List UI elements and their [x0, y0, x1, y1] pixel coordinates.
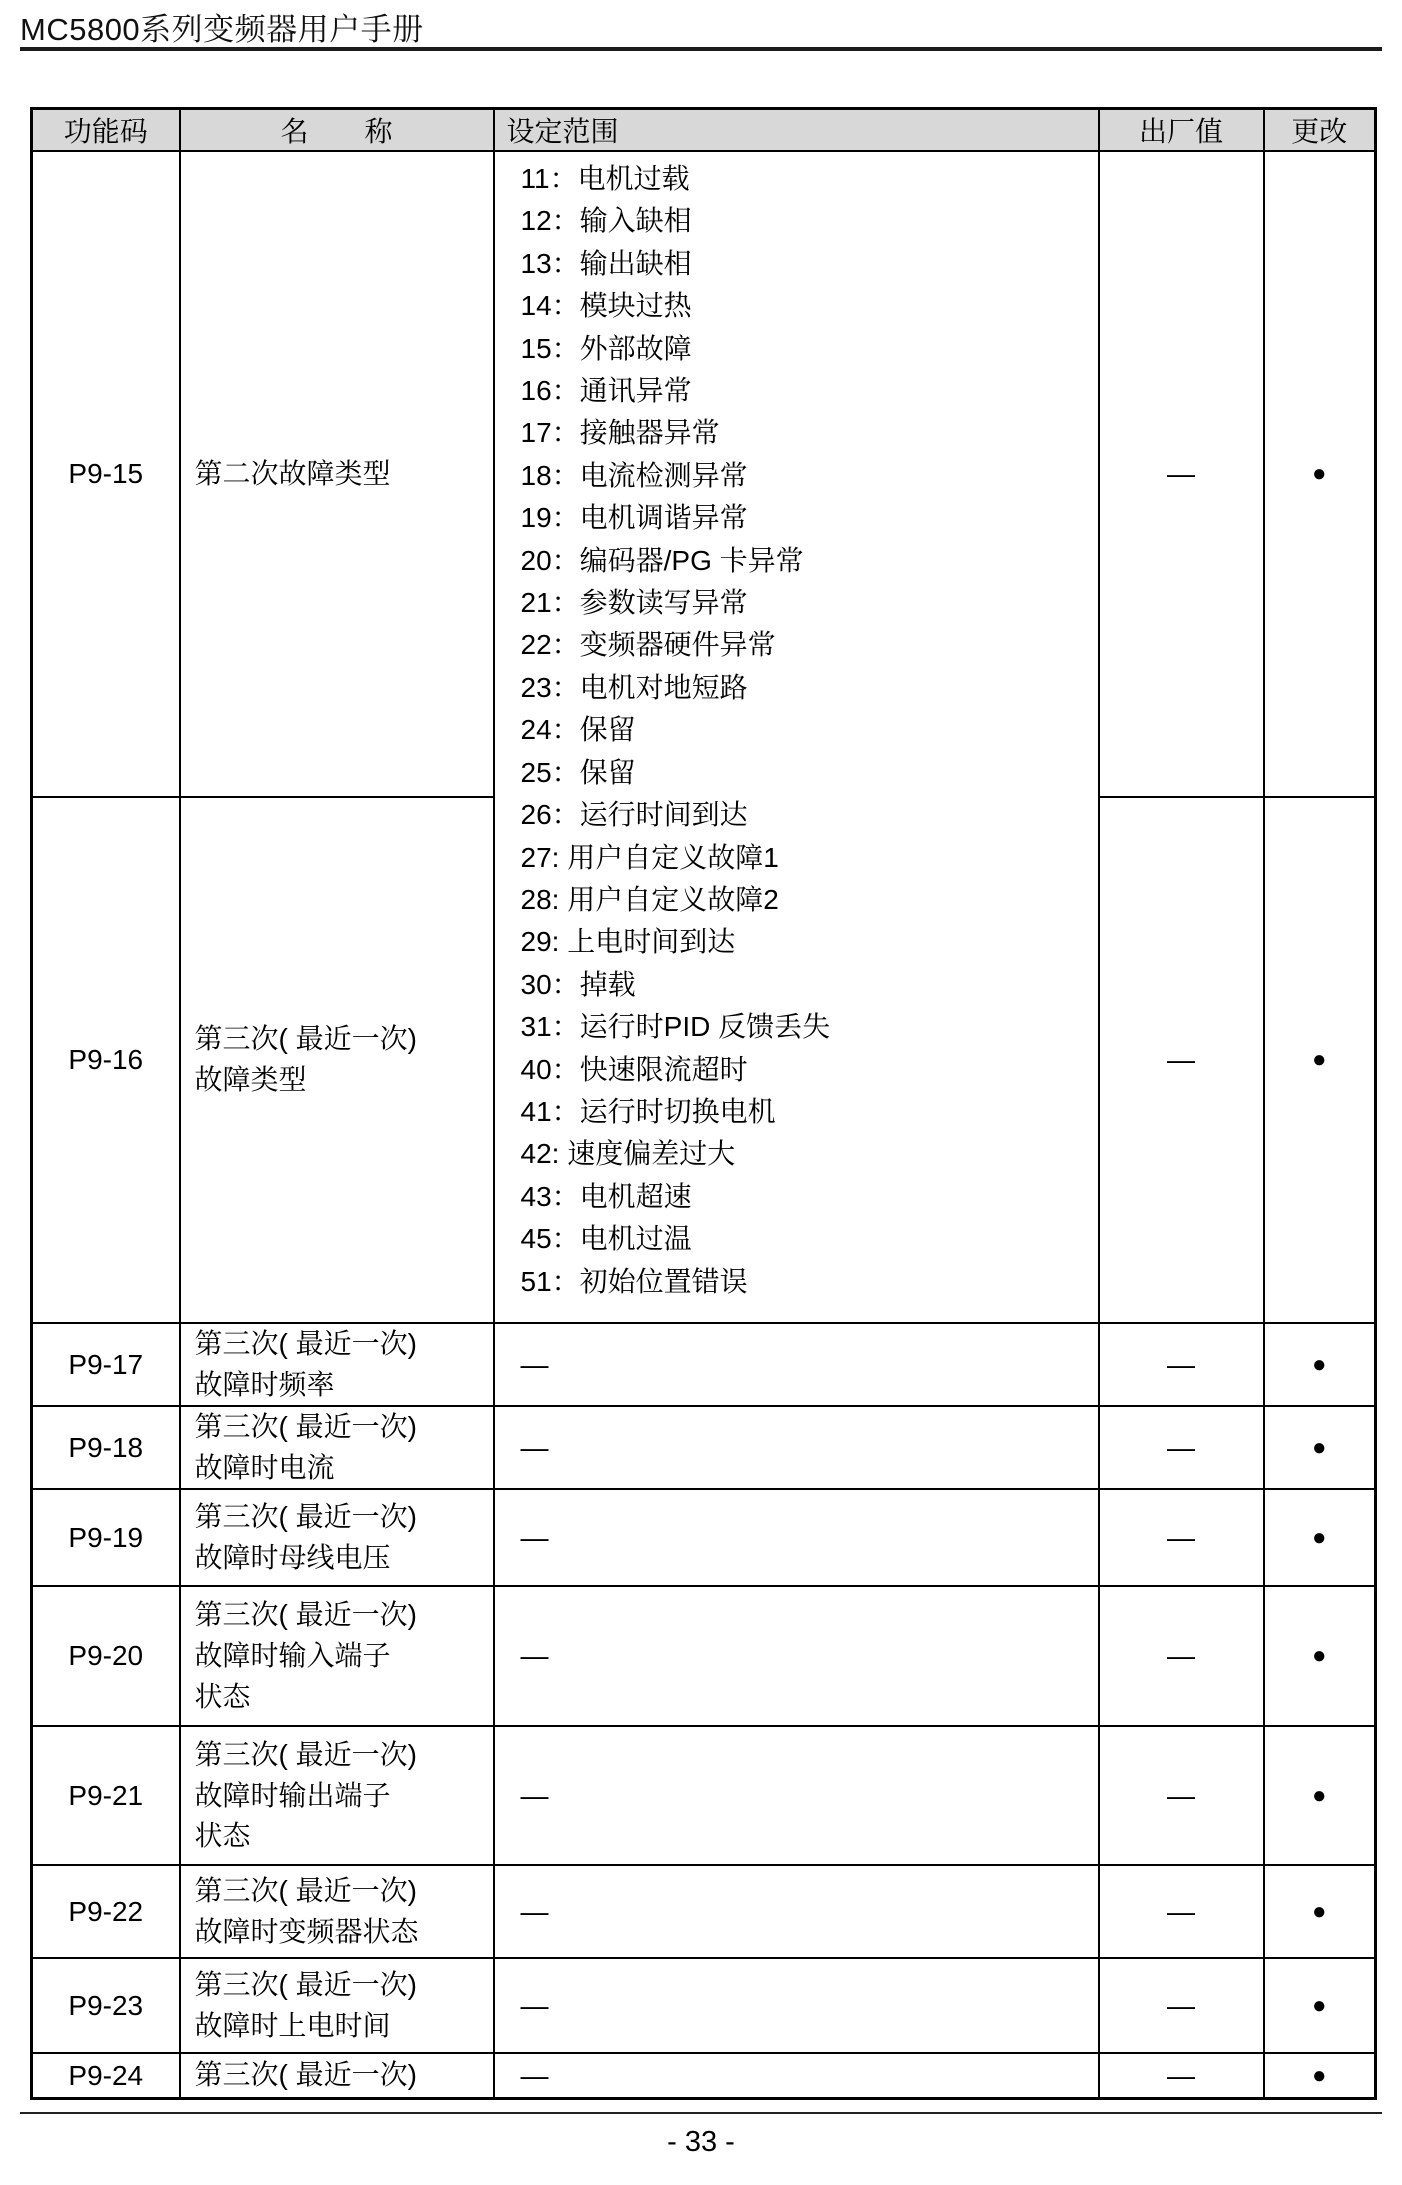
setting-range-cell: —	[494, 1406, 1099, 1489]
parameter-table	[30, 107, 1377, 2100]
change-dot-cell: ●	[1264, 1586, 1376, 1726]
factory-value-cell: —	[1099, 151, 1264, 797]
change-dot-cell: ●	[1264, 1323, 1376, 1406]
setting-range-cell: —	[494, 1726, 1099, 1865]
factory-value-cell: —	[1099, 1489, 1264, 1586]
fault-list-item: 19：电机调谐异常	[520, 502, 748, 534]
fault-list-item: 40：快速限流超时	[520, 1053, 748, 1085]
name-line: 第三次( 最近一次)	[194, 1023, 417, 1055]
fault-list-item: 16：通讯异常	[520, 375, 692, 407]
table-row	[32, 1586, 1376, 1726]
fault-list-item: 30：掉载	[520, 968, 636, 1000]
fault-list-item: 24：保留	[520, 714, 636, 746]
fault-list-item: 41：运行时切换电机	[520, 1095, 776, 1127]
name-line: 第三次( 最近一次)	[194, 1875, 417, 1907]
function-code-cell: P9-23	[32, 1958, 180, 2053]
table-row	[32, 2053, 1376, 2098]
table-row	[32, 151, 1376, 797]
fault-list-item: 21：参数读写异常	[520, 587, 748, 619]
setting-range-cell	[494, 151, 1099, 1323]
factory-value-cell: —	[1099, 1865, 1264, 1958]
fault-list-item: 26：运行时间到达	[520, 799, 748, 831]
fault-list-item: 43：电机超速	[520, 1180, 692, 1212]
change-dot-cell: ●	[1264, 797, 1376, 1323]
fault-list-item: 28: 用户自定义故障2	[520, 883, 779, 915]
factory-value-cell: —	[1099, 1406, 1264, 1489]
name-cell	[180, 2053, 494, 2098]
header-factory-value: 出厂值	[1099, 109, 1264, 152]
factory-value-cell: —	[1099, 797, 1264, 1323]
setting-range-cell: —	[494, 1323, 1099, 1406]
fault-list-item: 45：电机过温	[520, 1223, 692, 1255]
page-number: - 33 -	[667, 2126, 735, 2158]
name-cell	[180, 151, 494, 797]
function-code-cell: P9-24	[32, 2053, 180, 2098]
change-dot-cell: ●	[1264, 2053, 1376, 2098]
change-dot-cell: ●	[1264, 1406, 1376, 1489]
page-title: MC5800系列变频器用户手册	[20, 12, 424, 47]
name-cell	[180, 1323, 494, 1406]
header-name: 名 称	[180, 109, 494, 152]
fault-list-item: 27: 用户自定义故障1	[520, 841, 779, 873]
factory-value-cell: —	[1099, 1586, 1264, 1726]
name-line: 第三次( 最近一次)	[194, 1969, 417, 2001]
header-change: 更改	[1264, 109, 1376, 152]
fault-list-item: 12：输入缺相	[520, 205, 692, 237]
name-cell	[180, 1489, 494, 1586]
function-code-cell: P9-18	[32, 1406, 180, 1489]
name-cell	[180, 1406, 494, 1489]
fault-list-item: 29: 上电时间到达	[520, 926, 736, 958]
change-dot-cell: ●	[1264, 151, 1376, 797]
name-cell	[180, 1726, 494, 1865]
function-code-cell: P9-17	[32, 1323, 180, 1406]
change-dot-cell: ●	[1264, 1489, 1376, 1586]
name-line: 第三次( 最近一次)	[194, 1411, 417, 1443]
fault-list-item: 20：编码器/PG 卡异常	[520, 544, 804, 576]
table-row	[32, 1958, 1376, 2053]
name-cell	[180, 797, 494, 1323]
name-line: 状态	[194, 1820, 251, 1852]
header-function-code: 功能码	[32, 109, 180, 152]
table-row	[32, 1323, 1376, 1406]
function-code-cell: P9-16	[32, 797, 180, 1323]
name-line: 故障时输入端子	[194, 1640, 391, 1672]
fault-list-item: 15：外部故障	[520, 332, 692, 364]
name-line: 第二次故障类型	[194, 457, 391, 489]
name-line: 故障时频率	[194, 1368, 335, 1400]
table-row	[32, 1726, 1376, 1865]
footer-divider	[20, 2112, 1382, 2114]
table-row	[32, 1865, 1376, 1958]
name-line: 故障时变频器状态	[194, 1915, 419, 1947]
name-line: 故障时输出端子	[194, 1779, 391, 1811]
fault-list-item: 14：模块过热	[520, 290, 692, 322]
name-line: 第三次( 最近一次)	[194, 1599, 417, 1631]
fault-list-item: 13：输出缺相	[520, 247, 692, 279]
table-header-row	[32, 109, 1376, 152]
fault-list-item: 18：电流检测异常	[520, 459, 748, 491]
fault-list-item: 25：保留	[520, 756, 636, 788]
setting-range-cell: —	[494, 1865, 1099, 1958]
setting-range-cell: —	[494, 1586, 1099, 1726]
name-cell	[180, 1865, 494, 1958]
name-line: 第三次( 最近一次)	[194, 2059, 417, 2091]
fault-list-item: 51：初始位置错误	[520, 1265, 748, 1297]
name-line: 第三次( 最近一次)	[194, 1738, 417, 1770]
fault-list-item: 17：接触器异常	[520, 417, 720, 449]
fault-list-item: 42: 速度偏差过大	[520, 1138, 736, 1170]
setting-range-cell: —	[494, 1489, 1099, 1586]
name-line: 故障类型	[194, 1064, 307, 1095]
name-line: 第三次( 最近一次)	[194, 1328, 417, 1359]
factory-value-cell: —	[1099, 2053, 1264, 2098]
setting-range-cell: —	[494, 1958, 1099, 2053]
name-line: 第三次( 最近一次)	[194, 1501, 417, 1533]
function-code-cell: P9-15	[32, 151, 180, 797]
factory-value-cell: —	[1099, 1958, 1264, 2053]
header-setting-range: 设定范围	[494, 109, 1099, 152]
factory-value-cell: —	[1099, 1323, 1264, 1406]
name-line: 状态	[194, 1680, 251, 1712]
table-row	[32, 1489, 1376, 1586]
title-divider	[20, 47, 1382, 51]
name-cell	[180, 1586, 494, 1726]
function-code-cell: P9-20	[32, 1586, 180, 1726]
change-dot-cell: ●	[1264, 1726, 1376, 1865]
table-row	[32, 1406, 1376, 1489]
function-code-cell: P9-22	[32, 1865, 180, 1958]
setting-range-cell: —	[494, 2053, 1099, 2098]
fault-list-item: 23：电机对地短路	[520, 671, 748, 703]
name-line: 故障时母线电压	[194, 1541, 391, 1573]
function-code-cell: P9-21	[32, 1726, 180, 1865]
name-line: 故障时上电时间	[194, 2009, 391, 2041]
fault-list-item: 22：变频器硬件异常	[520, 629, 776, 661]
change-dot-cell: ●	[1264, 1865, 1376, 1958]
name-cell	[180, 1958, 494, 2053]
factory-value-cell: —	[1099, 1726, 1264, 1865]
function-code-cell: P9-19	[32, 1489, 180, 1586]
fault-list-item: 11：电机过载	[520, 163, 690, 194]
change-dot-cell: ●	[1264, 1958, 1376, 2053]
name-line: 故障时电流	[194, 1451, 335, 1483]
fault-list-item: 31：运行时PID 反馈丢失	[520, 1011, 831, 1043]
